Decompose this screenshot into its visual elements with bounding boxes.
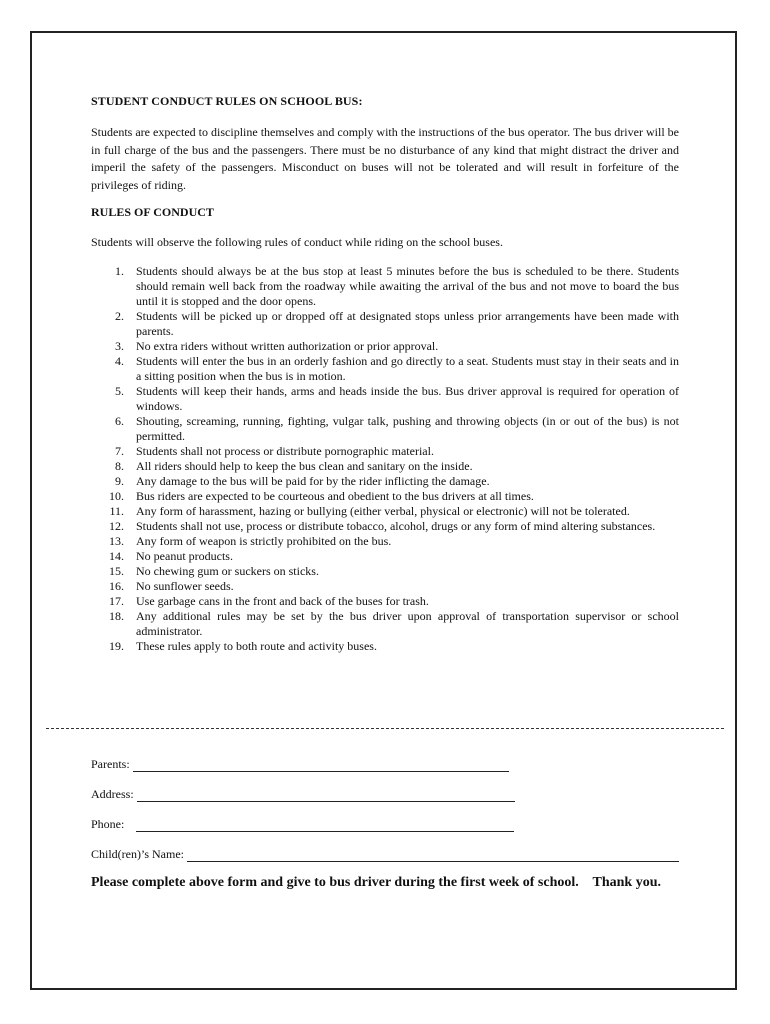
rule-item	[91, 609, 679, 639]
rule-item	[91, 354, 679, 384]
cut-line	[46, 728, 724, 729]
rule-item	[91, 579, 679, 594]
rule-item	[91, 564, 679, 579]
document-title: STUDENT CONDUCT RULES ON SCHOOL BUS:	[91, 94, 363, 108]
rule-number: 9.	[115, 474, 124, 488]
rule-text: All riders should help to keep the bus clean and sanitary on the inside.	[136, 459, 473, 473]
address-input-line[interactable]	[137, 789, 515, 802]
rule-text: Any additional rules may be set by the bus driver upon approval of transportation supervisor or school administrator.	[136, 609, 679, 638]
rule-text: Students will be picked up or dropped off at designated stops unless prior arrangements have been made with parents.	[136, 309, 679, 338]
rule-text: Bus riders are expected to be courteous and obedient to the bus drivers at all times.	[136, 489, 534, 503]
rule-number: 18.	[109, 609, 124, 623]
rule-number: 11.	[109, 504, 124, 518]
address-label: Address:	[91, 787, 134, 801]
rule-number: 10.	[109, 489, 124, 503]
rule-item	[91, 339, 679, 354]
rule-number: 6.	[115, 414, 124, 428]
rule-text: Students will keep their hands, arms and heads inside the bus. Bus driver approval is required for operation of windows.	[136, 384, 679, 413]
rule-text: Any form of harassment, hazing or bullying (either verbal, physical or electronic) will not be tolerated.	[136, 504, 630, 518]
rule-number: 16.	[109, 579, 124, 593]
rule-item	[91, 309, 679, 339]
phone-label: Phone:	[91, 817, 125, 831]
rule-item	[91, 474, 679, 489]
rule-item	[91, 549, 679, 564]
rule-text: These rules apply to both route and activity buses.	[136, 639, 377, 653]
rule-text: Use garbage cans in the front and back of the buses for trash.	[136, 594, 429, 608]
rule-item	[91, 504, 679, 519]
children-name-field	[91, 847, 679, 862]
rule-number: 12.	[109, 519, 124, 533]
parents-field	[91, 757, 509, 772]
rule-item	[91, 444, 679, 459]
rule-text: No peanut products.	[136, 549, 233, 563]
intro-paragraph: Students are expected to discipline themselves and comply with the instructions of the bus operator. The bus driver will be in full charge of the bus and the passengers. There must be no disturbance of any kind that might distract the driver and imperil the safety of the passengers. Misconduct on buses will not be tolerated and will result in forfeiture of the privileges of riding.	[91, 125, 679, 192]
rule-number: 15.	[109, 564, 124, 578]
address-field	[91, 787, 515, 802]
rule-item	[91, 459, 679, 474]
rule-number: 14.	[109, 549, 124, 563]
rule-item	[91, 384, 679, 414]
parents-input-line[interactable]	[133, 759, 509, 772]
rule-text: Students should always be at the bus stop at least 5 minutes before the bus is scheduled to be there. Students should remain well back from the roadway while awaiting the arrival of the bus and not move to board the bus until it is stopped and the door opens.	[136, 264, 679, 308]
rule-item	[91, 534, 679, 549]
rule-number: 17.	[109, 594, 124, 608]
rule-item	[91, 414, 679, 444]
rule-number: 1.	[115, 264, 124, 278]
rule-text: No sunflower seeds.	[136, 579, 234, 593]
rule-text: Any damage to the bus will be paid for by the rider inflicting the damage.	[136, 474, 490, 488]
parents-label: Parents:	[91, 757, 130, 771]
phone-input-line[interactable]	[136, 819, 514, 832]
rule-item	[91, 519, 679, 534]
rule-number: 3.	[115, 339, 124, 353]
rule-number: 2.	[115, 309, 124, 323]
rule-text: No chewing gum or suckers on sticks.	[136, 564, 319, 578]
rule-item	[91, 264, 679, 309]
footer-instruction: Please complete above form and give to bus driver during the first week of school. Thank you.	[91, 875, 661, 890]
rule-text: Students shall not process or distribute pornographic material.	[136, 444, 434, 458]
rule-item	[91, 594, 679, 609]
rule-number: 13.	[109, 534, 124, 548]
rule-text: Students will enter the bus in an orderly fashion and go directly to a seat. Students must stay in their seats and in a sitting position when the bus is in motion.	[136, 354, 679, 383]
children-name-label: Child(ren)’s Name:	[91, 847, 184, 861]
rule-item	[91, 489, 679, 504]
rules-lead: Students will observe the following rules of conduct while riding on the school buses.	[91, 235, 503, 249]
children-name-input-line[interactable]	[187, 849, 679, 862]
rule-number: 5.	[115, 384, 124, 398]
rule-text: Any form of weapon is strictly prohibited on the bus.	[136, 534, 392, 548]
rule-number: 4.	[115, 354, 124, 368]
rule-text: Students shall not use, process or distribute tobacco, alcohol, drugs or any form of mind altering substances.	[136, 519, 656, 533]
rule-number: 8.	[115, 459, 124, 473]
rule-text: No extra riders without written authorization or prior approval.	[136, 339, 439, 353]
rules-heading: RULES OF CONDUCT	[91, 205, 214, 219]
rule-item	[91, 639, 679, 654]
rules-list	[91, 264, 679, 654]
rule-text: Shouting, screaming, running, fighting, vulgar talk, pushing and throwing objects (in or out of the bus) is not permitted.	[136, 414, 679, 443]
rule-number: 7.	[115, 444, 124, 458]
phone-field	[91, 817, 514, 832]
rule-number: 19.	[109, 639, 124, 653]
